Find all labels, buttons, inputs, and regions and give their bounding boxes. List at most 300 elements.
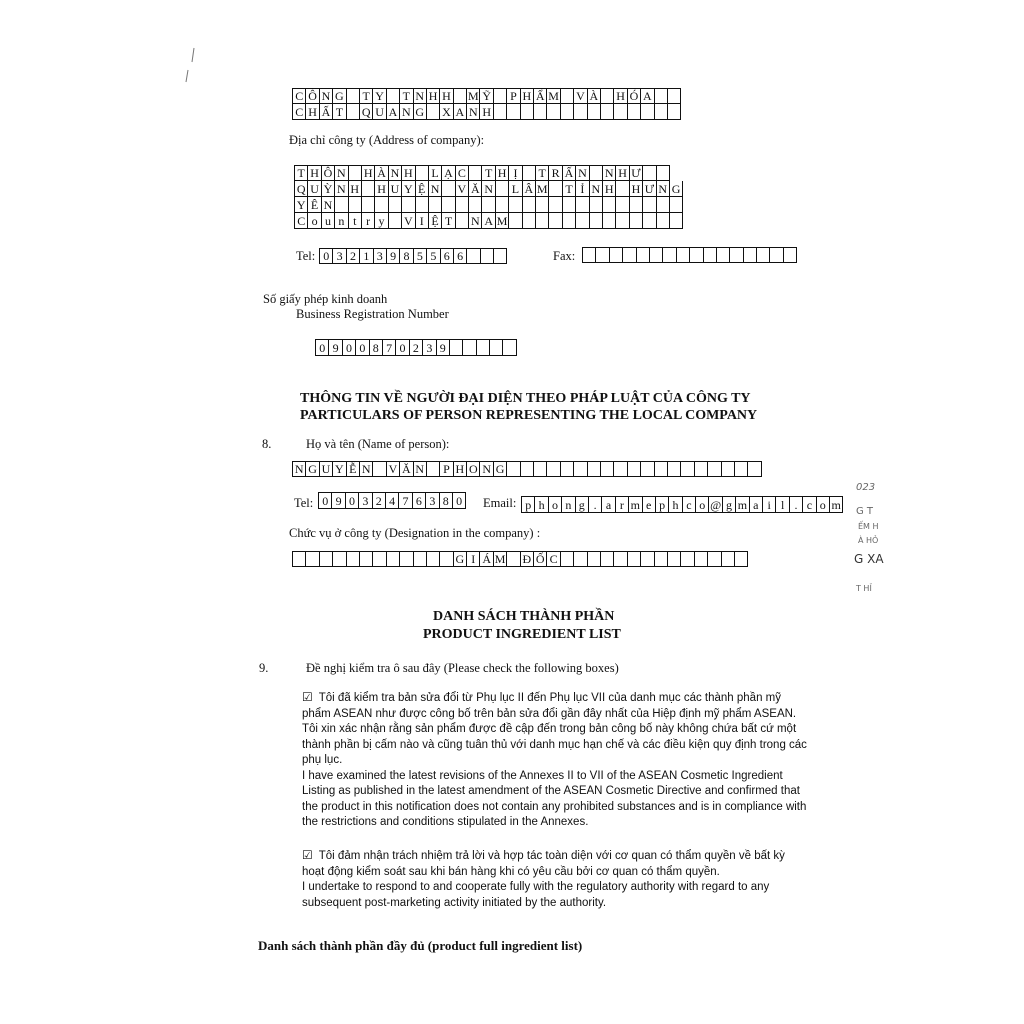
grid-cell: N — [389, 165, 402, 181]
grid-cell — [389, 197, 402, 213]
grid-cell: Ỹ — [480, 88, 493, 104]
grid-cell: Ư — [630, 165, 643, 181]
grid-cell: N — [480, 461, 493, 477]
grid-cell: V — [387, 461, 400, 477]
grid-cell — [442, 197, 455, 213]
grid-cell: T — [360, 88, 373, 104]
grid-cell — [695, 461, 708, 477]
representative-heading-en: PARTICULARS OF PERSON REPRESENTING THE LOCAL COMPANY — [300, 408, 758, 423]
full-ingredient-list-label: Danh sách thành phần đầy đủ (product full ingredient list) — [258, 938, 583, 953]
company-name-row — [292, 88, 681, 104]
grid-cell — [588, 104, 601, 120]
grid-cell: 9 — [437, 339, 450, 356]
grid-cell — [347, 104, 360, 120]
grid-cell — [574, 461, 587, 477]
company-address-grid — [294, 165, 683, 229]
grid-cell: Y — [402, 181, 415, 197]
declaration-1 — [302, 690, 808, 831]
grid-cell: Y — [295, 197, 308, 213]
grid-cell — [389, 213, 402, 229]
grid-cell: n — [562, 496, 575, 513]
grid-cell — [588, 551, 601, 567]
grid-cell: 2 — [373, 492, 386, 509]
grid-cell — [744, 247, 757, 263]
grid-cell — [576, 213, 589, 229]
declaration-1-en: I have examined the latest revisions of the Annexes II to VII of the ASEAN Cosmetic Ingredient Listing as published in the latest amendment of the ASEAN Cosmetic Directive and confirmed that the product in this notification does not contain any prohibited substances and is in compliance with the restrictions and conditions stipulated in the Annexes. — [302, 769, 807, 828]
grid-cell — [770, 247, 783, 263]
grid-cell — [523, 197, 536, 213]
grid-cell: Ị — [509, 165, 522, 181]
declaration-2-en: I undertake to respond to and cooperate fully with the regulatory authority with regard to any subsequent post-marketing activity initiated by the authority. — [302, 881, 770, 909]
person-name-grid — [292, 461, 762, 477]
grid-cell: L — [429, 165, 442, 181]
stamp-fragment: À HỎ — [858, 536, 879, 545]
grid-cell: N — [400, 104, 413, 120]
grid-cell — [416, 197, 429, 213]
grid-cell: T — [295, 165, 308, 181]
grid-cell — [717, 247, 730, 263]
business-label-en: Business Registration Number — [296, 307, 449, 321]
grid-cell: Y — [373, 88, 386, 104]
grid-cell — [668, 551, 681, 567]
grid-cell — [588, 461, 601, 477]
grid-cell: Ó — [628, 88, 641, 104]
grid-cell — [630, 213, 643, 229]
grid-cell — [521, 104, 534, 120]
grid-cell — [681, 461, 694, 477]
grid-cell — [482, 197, 495, 213]
grid-cell: Ư — [643, 181, 656, 197]
grid-cell: 7 — [399, 492, 412, 509]
grid-cell: 3 — [374, 248, 387, 264]
grid-cell: H — [454, 461, 467, 477]
grid-cell: @ — [710, 497, 722, 512]
grid-cell — [400, 551, 413, 567]
grid-cell: Ệ — [416, 181, 429, 197]
grid-cell: T — [482, 165, 495, 181]
grid-cell — [641, 461, 654, 477]
grid-cell — [643, 213, 656, 229]
grid-cell — [668, 88, 681, 104]
grid-cell: c — [683, 496, 696, 513]
declaration-2 — [302, 848, 808, 911]
grid-cell: Ấ — [320, 104, 333, 120]
grid-cell: N — [320, 88, 333, 104]
grid-cell — [630, 197, 643, 213]
grid-cell — [748, 461, 761, 477]
grid-cell — [427, 461, 440, 477]
grid-cell — [690, 247, 703, 263]
grid-cell — [601, 551, 614, 567]
grid-cell: i — [763, 496, 776, 513]
grid-cell: C — [547, 551, 560, 567]
declaration-1-vi — [302, 690, 808, 769]
grid-cell — [456, 213, 469, 229]
scan-mark — [180, 40, 204, 90]
grid-cell: O — [467, 461, 480, 477]
person-name-label: Họ và tên (Name of person): — [306, 437, 450, 451]
item-9-number: 9. — [259, 661, 269, 675]
grid-cell — [730, 247, 743, 263]
grid-cell: m — [830, 496, 843, 513]
grid-cell — [450, 339, 463, 356]
grid-cell — [549, 213, 562, 229]
company-tel-grid — [319, 248, 507, 264]
grid-cell — [481, 248, 494, 264]
grid-cell: Ễ — [347, 461, 360, 477]
grid-cell: 0 — [396, 339, 409, 356]
grid-cell: T — [442, 213, 455, 229]
grid-cell: 8 — [370, 339, 383, 356]
grid-cell: V — [456, 181, 469, 197]
grid-cell: p — [656, 496, 669, 513]
grid-cell — [722, 551, 735, 567]
grid-cell — [534, 461, 547, 477]
grid-cell: 6 — [454, 248, 467, 264]
grid-cell: 8 — [400, 248, 413, 264]
grid-cell: T — [563, 181, 576, 197]
grid-cell — [523, 165, 536, 181]
grid-cell — [375, 197, 388, 213]
grid-cell — [757, 247, 770, 263]
grid-cell — [563, 197, 576, 213]
grid-cell — [347, 551, 360, 567]
grid-cell: C — [295, 213, 308, 229]
grid-cell — [677, 247, 690, 263]
grid-cell — [427, 104, 440, 120]
grid-cell: M — [467, 89, 479, 103]
grid-cell: H — [362, 165, 375, 181]
grid-cell — [427, 551, 440, 567]
grid-cell: P — [440, 461, 453, 477]
grid-cell: U — [389, 181, 402, 197]
grid-cell: 0 — [356, 339, 369, 356]
grid-cell — [735, 461, 748, 477]
grid-cell: 5 — [427, 248, 440, 264]
grid-cell — [360, 551, 373, 567]
grid-cell: G — [333, 88, 346, 104]
grid-cell: N — [467, 104, 480, 120]
grid-cell — [657, 197, 670, 213]
grid-cell: 3 — [333, 248, 346, 264]
grid-cell — [494, 88, 507, 104]
designation-label: Chức vụ ở công ty (Designation in the company) : — [289, 526, 541, 540]
grid-cell: M — [536, 181, 548, 196]
grid-cell: y — [375, 213, 388, 229]
grid-cell — [735, 551, 748, 567]
grid-cell — [601, 104, 614, 120]
business-number-grid — [315, 339, 517, 356]
grid-cell: H — [427, 88, 440, 104]
grid-cell — [373, 551, 386, 567]
company-name-grid — [292, 88, 681, 120]
grid-cell — [496, 181, 509, 197]
grid-cell: 2 — [410, 339, 423, 356]
grid-cell: N — [590, 181, 603, 197]
grid-cell: p — [522, 496, 535, 513]
grid-cell: 2 — [347, 248, 360, 264]
grid-cell: m — [629, 496, 642, 513]
grid-cell: o — [696, 496, 709, 513]
grid-cell: 0 — [316, 339, 329, 356]
grid-cell: Q — [360, 104, 373, 120]
grid-cell: A — [482, 213, 495, 229]
grid-cell: h — [669, 496, 682, 513]
grid-cell — [641, 104, 654, 120]
ingredient-heading-en: PRODUCT INGREDIENT LIST — [423, 627, 621, 642]
grid-cell — [561, 104, 574, 120]
grid-cell — [496, 197, 509, 213]
checked-box-icon: ☑ — [302, 690, 313, 704]
grid-cell: 0 — [319, 492, 332, 509]
address-label: Địa chỉ công ty (Address of company): — [289, 133, 485, 147]
grid-cell — [616, 213, 629, 229]
grid-cell: t — [349, 213, 362, 229]
grid-cell — [583, 247, 596, 263]
grid-cell: H — [308, 165, 321, 181]
grid-cell — [536, 197, 549, 213]
grid-cell: 0 — [320, 248, 333, 264]
grid-cell: H — [375, 181, 388, 197]
grid-cell: 9 — [329, 339, 342, 356]
checked-box-icon: ☑ — [302, 848, 313, 862]
grid-cell: l — [776, 496, 789, 513]
grid-cell — [454, 88, 467, 104]
grid-cell: G — [414, 104, 427, 120]
grid-cell — [507, 551, 520, 567]
grid-cell: G — [454, 551, 467, 567]
grid-cell: 0 — [453, 492, 466, 509]
grid-cell: C — [456, 165, 469, 181]
grid-cell — [536, 213, 549, 229]
grid-cell — [655, 461, 668, 477]
grid-cell: a — [602, 496, 615, 513]
grid-cell — [650, 247, 663, 263]
grid-cell: N — [469, 213, 482, 229]
grid-cell — [614, 104, 627, 120]
check-instruction: Đề nghị kiểm tra ô sau đây (Please check the following boxes) — [306, 661, 619, 675]
address-row — [294, 165, 683, 181]
grid-cell: T — [333, 104, 346, 120]
grid-cell: H — [306, 104, 319, 120]
grid-cell: . — [589, 496, 602, 513]
grid-cell: u — [322, 213, 335, 229]
grid-cell — [641, 551, 654, 567]
grid-cell: U — [320, 461, 333, 477]
grid-cell: H — [614, 88, 627, 104]
grid-cell: N — [657, 181, 670, 197]
grid-cell — [663, 247, 676, 263]
grid-cell — [681, 551, 694, 567]
grid-cell: M — [548, 89, 559, 103]
grid-cell — [534, 104, 547, 120]
declaration-1-vi-text: Tôi đã kiểm tra bản sửa đổi từ Phụ lục II đến Phụ lục VII của danh mục các thành phần mỹ phẩm ASEAN như được công bố trên bản sửa đổi gần đây nhất của Hiệp định mỹ phẩm ASEAN. Tôi xin xác nhận rằng sản phẩm được đề cập đến trong bản công bố này không chứa bất cứ một thành phần bị cấm nào và cũng tuân thủ với danh mục hạn chế và các điều kiện quy định trong các phụ lục. — [302, 692, 807, 766]
grid-cell: G — [494, 461, 507, 477]
grid-cell — [695, 551, 708, 567]
grid-cell — [643, 197, 656, 213]
grid-cell: c — [803, 496, 816, 513]
grid-cell: N — [360, 461, 373, 477]
grid-cell — [603, 213, 616, 229]
grid-cell — [293, 551, 306, 567]
grid-cell: T — [400, 88, 413, 104]
grid-cell: Ô — [306, 88, 319, 104]
item-8-number: 8. — [262, 437, 272, 451]
grid-cell — [467, 248, 480, 264]
grid-cell — [610, 247, 623, 263]
grid-cell — [596, 247, 609, 263]
grid-cell — [704, 247, 717, 263]
grid-cell: T — [536, 165, 549, 181]
grid-cell — [463, 339, 476, 356]
grid-cell: 3 — [426, 492, 439, 509]
person-email-grid — [521, 496, 843, 513]
person-tel-grid — [318, 492, 466, 509]
grid-cell — [601, 88, 614, 104]
grid-cell — [722, 461, 735, 477]
grid-cell — [561, 551, 574, 567]
grid-cell: 3 — [359, 492, 372, 509]
grid-cell: 9 — [332, 492, 345, 509]
grid-cell: 1 — [360, 248, 373, 264]
grid-cell: h — [535, 496, 548, 513]
grid-cell: o — [817, 496, 830, 513]
grid-cell: A — [387, 104, 400, 120]
grid-cell — [494, 104, 507, 120]
grid-cell — [509, 213, 522, 229]
grid-cell: 7 — [383, 339, 396, 356]
grid-cell: H — [349, 181, 362, 197]
address-row — [294, 181, 683, 197]
company-name-row — [292, 104, 681, 120]
grid-cell — [614, 461, 627, 477]
grid-cell — [616, 181, 629, 197]
grid-cell: N — [322, 197, 335, 213]
grid-cell: a — [750, 496, 763, 513]
grid-cell: 0 — [343, 339, 356, 356]
grid-cell — [507, 104, 520, 120]
grid-cell: R — [549, 165, 562, 181]
grid-cell: N — [335, 181, 348, 197]
grid-cell: r — [616, 496, 629, 513]
grid-cell — [373, 461, 386, 477]
grid-cell: V — [574, 88, 587, 104]
stamp-fragment: 023 — [856, 482, 876, 493]
person-tel-label: Tel: — [294, 496, 314, 510]
grid-cell — [708, 461, 721, 477]
grid-cell: U — [308, 181, 321, 197]
grid-cell — [614, 551, 627, 567]
business-label-vi: Số giấy phép kinh doanh — [263, 292, 388, 306]
grid-cell: À — [375, 165, 388, 181]
grid-cell — [333, 551, 346, 567]
grid-cell — [521, 461, 534, 477]
grid-cell — [442, 181, 455, 197]
grid-cell: N — [482, 181, 495, 197]
grid-cell: V — [402, 213, 415, 229]
grid-cell — [668, 104, 681, 120]
grid-cell — [469, 165, 482, 181]
grid-cell — [655, 88, 668, 104]
grid-cell: H — [496, 165, 509, 181]
grid-cell: 8 — [440, 492, 453, 509]
grid-cell — [628, 461, 641, 477]
grid-cell: H — [440, 88, 453, 104]
company-fax-grid — [582, 247, 797, 263]
grid-cell: Ệ — [429, 213, 442, 229]
grid-cell: N — [414, 461, 427, 477]
grid-cell: o — [308, 213, 321, 229]
grid-cell — [456, 197, 469, 213]
grid-cell: G — [306, 461, 319, 477]
grid-cell — [657, 165, 670, 181]
grid-cell: A — [641, 88, 654, 104]
company-fax-label: Fax: — [553, 249, 576, 263]
grid-cell: N — [429, 181, 442, 197]
grid-cell: C — [293, 88, 306, 104]
grid-cell — [387, 88, 400, 104]
representative-heading-vi: THÔNG TIN VỀ NGƯỜI ĐẠI DIỆN THEO PHÁP LUẬT CỦA CÔNG TY — [300, 391, 751, 406]
grid-cell: e — [643, 496, 656, 513]
address-row — [294, 213, 683, 229]
grid-cell: C — [293, 104, 306, 120]
declaration-2-vi-text: Tôi đảm nhận trách nhiệm trả lời và hợp tác toàn diện với cơ quan có thẩm quyền về bất kỳ hoạt động kiểm soát sau khi bán hàng khi có yêu cầu bởi cơ quan có thẩm quyền. — [302, 850, 785, 878]
grid-cell — [601, 461, 614, 477]
grid-cell: 6 — [413, 492, 426, 509]
grid-cell — [335, 197, 348, 213]
grid-cell: Đ — [521, 551, 534, 567]
grid-cell: I — [467, 551, 480, 567]
grid-cell: 6 — [441, 248, 454, 264]
grid-cell — [503, 339, 516, 356]
stamp-fragment: T HỈ — [856, 584, 872, 593]
grid-cell — [549, 181, 562, 197]
grid-cell — [628, 104, 641, 120]
grid-cell: Ẩ — [534, 88, 547, 104]
grid-cell — [349, 197, 362, 213]
grid-cell — [547, 461, 560, 477]
grid-cell: Q — [295, 181, 308, 197]
grid-cell — [668, 461, 681, 477]
grid-cell — [574, 551, 587, 567]
company-tel-label: Tel: — [296, 249, 316, 263]
grid-cell — [616, 197, 629, 213]
grid-cell: H — [630, 181, 643, 197]
grid-cell — [623, 247, 636, 263]
grid-cell: I — [416, 213, 429, 229]
grid-cell: P — [507, 88, 520, 104]
grid-cell — [490, 339, 503, 356]
grid-cell — [561, 88, 574, 104]
grid-cell: Ạ — [442, 165, 455, 181]
grid-cell: Ă — [469, 181, 482, 197]
grid-cell — [507, 461, 520, 477]
grid-cell: H — [521, 88, 534, 104]
grid-cell — [429, 197, 442, 213]
grid-cell — [416, 165, 429, 181]
stamp-fragment: G XA — [854, 552, 884, 566]
grid-cell — [523, 213, 536, 229]
declaration-2-vi — [302, 848, 808, 880]
grid-cell — [440, 551, 453, 567]
designation-grid — [292, 551, 748, 567]
grid-cell: N — [414, 88, 427, 104]
grid-cell — [547, 104, 560, 120]
grid-cell — [590, 197, 603, 213]
grid-cell — [362, 181, 375, 197]
grid-cell — [477, 339, 490, 356]
grid-cell: H — [603, 181, 616, 197]
